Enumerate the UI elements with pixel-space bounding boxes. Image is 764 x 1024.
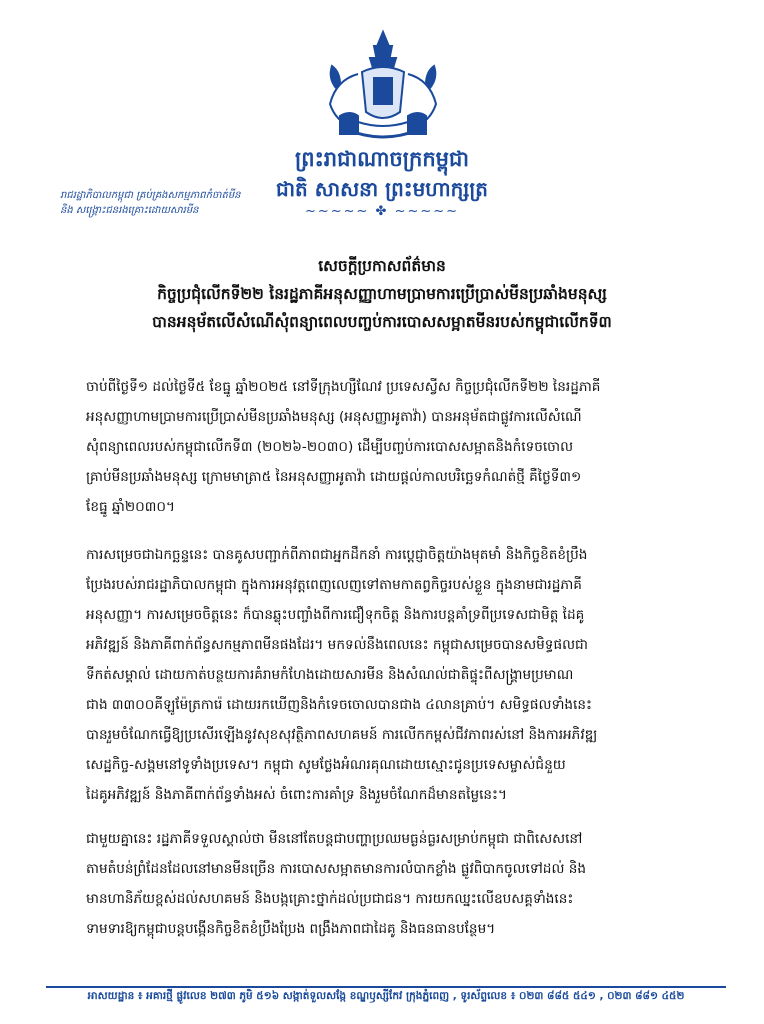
footer-address: អាសយដ្ឋាន ៖ អគារថ្មី ផ្លូវលេខ ២៧៣ ភូមិ ៥១៦ សង្កាត់ទួលសង្កែ ខណ្ឌឫស្សីកែវ ក្រុងភ្នំពេញ , ទូរស័ព្ទលេខ ៖ ០២៣ ៨៨៥ ៥៤១ , ០២៣ ៨៨១ ៤៥២ (87, 990, 685, 1002)
text-line: ទាមទារឱ្យកម្ពុជាបន្តបង្កើនកិច្ចខិតខំប្រឹងប្រែង ពង្រឹងភាពជាដៃគូ និងធនធានបន្ថែម។ (86, 921, 496, 937)
paragraph-1 (86, 372, 690, 522)
text-line: អនុសញ្ញា។ ការសម្រេចចិត្តនេះ ក៏បានឆ្លុះបញ្ចាំងពីការជឿទុកចិត្ត និងការបន្តគាំទ្រពីប្រទេសជាមិត្ត ដៃគូ (86, 607, 585, 623)
text-line: បានរួមចំណែកធ្វើឱ្យប្រសើរឡើងនូវសុខសុវត្ថិភាពសហគមន៍ ការលើកកម្ពស់ជីវភាពរស់នៅ និងការអភិវឌ្ឍ (86, 727, 598, 743)
ministry-line: និង សង្គ្រោះជនរងគ្រោះដោយសារមីន (60, 205, 199, 216)
press-release-subtitle: កិច្ចប្រជុំលើកទី២២ នៃរដ្ឋភាគីអនុសញ្ញាហាមប្រាមការប្រើប្រាស់មីនប្រឆាំងមនុស្ស (157, 285, 607, 303)
text-line: ទីកត់សម្គាល់ ដោយកាត់បន្ថយការគំរាមកំហែងដោយសារមីន និងសំណល់ជាតិផ្ទុះពីសង្គ្រាមប្រមាណ (86, 667, 574, 683)
national-motto: ជាតិ សាសនា ព្រះមហាក្សត្រ (276, 177, 488, 201)
kingdom-name: ព្រះរាជាណាចក្រកម្ពុជា (294, 147, 469, 171)
text-line: ប្រែងរបស់រាជរដ្ឋាភិបាលកម្ពុជា ក្នុងការអនុវត្តពេញលេញទៅតាមកាតព្វកិច្ចរបស់ខ្លួន ក្នុងនាមជារដ្ឋភាគី (86, 577, 582, 593)
text-line: ការសម្រេចជាឯកច្ឆន្ទនេះ បានគូសបញ្ជាក់ពីភាពជាអ្នកដឹកនាំ ការប្តេជ្ញាចិត្តយ៉ាងមុតមាំ និងកិច្ចខិតខំប្រឹង (86, 547, 588, 563)
text-line: មានហានិភ័យខ្ពស់ដល់សហគមន៍ និងបង្កគ្រោះថ្នាក់ដល់ប្រជាជន។ ការយកឈ្នះលើឧបសគ្គទាំងនេះ (86, 891, 574, 907)
text-line: សុំពន្យាពេលរបស់កម្ពុជាលើកទី៣ (២០២៦-២០៣០) ដើម្បីបញ្ចប់ការបោសសម្អាតនិងកំទេចចោល (86, 439, 574, 455)
paragraph-3 (86, 824, 690, 944)
text-line: ដៃគូអភិវឌ្ឍន៍ និងភាគីពាក់ព័ន្ធទាំងអស់ ចំពោះការគាំទ្រ និងរួមចំណែកដ៏មានតម្លៃនេះ។ (86, 787, 507, 803)
text-line: អភិវឌ្ឍន៍ និងភាគីពាក់ព័ន្ធសកម្មភាពមីនផងដែរ។ មកទល់នឹងពេលនេះ កម្ពុជាសម្រេចបានសមិទ្ធផលជា (86, 637, 588, 653)
text-line: តាមតំបន់ព្រំដែនដែលនៅមានមីនច្រើន ការបោសសម្អាតមានការលំបាកខ្លាំង ផ្លូវពិបាកចូលទៅដល់ និង (86, 861, 586, 877)
ornament-divider: ~~~~~ ✤ ~~~~~ (304, 204, 460, 219)
press-release-title: សេចក្តីប្រកាសព័ត៌មាន (318, 257, 446, 275)
text-line: អនុសញ្ញាហាមប្រាមការប្រើប្រាស់មីនប្រឆាំងមនុស្ស (អនុសញ្ញាអូតាវ៉ា) បានអនុម័តជាផ្លូវការលើសំណើ (86, 409, 582, 425)
text-line: សេដ្ឋកិច្ច-សង្គមនៅទូទាំងប្រទេស។ កម្ពុជា សូមថ្លែងអំណរគុណដោយស្មោះជូនប្រទេសម្ចាស់ជំនួយ (86, 757, 566, 773)
text-line: ជាង ៣៣០០គីឡូម៉ែត្រការ៉េ ដោយរកឃើញនិងកំទេចចោលបានជាង ៤លានគ្រាប់។ សមិទ្ធផលទាំងនេះ (86, 697, 592, 713)
press-release-subtitle: បានអនុម័តលើសំណើសុំពន្យាពេលបញ្ចប់ការបោសសម្អាតមីនរបស់កម្ពុជាលើកទី៣ (152, 313, 612, 331)
paragraph-2 (86, 540, 690, 810)
ministry-header (60, 188, 300, 218)
text-line: ចាប់ពីថ្ងៃទី១ ដល់ថ្ងៃទី៥ ខែធ្នូ ឆ្នាំ២០២៥ នៅទីក្រុងហ្សឺណែវ ប្រទេសស្វីស កិច្ចប្រជុំលើកទី២២ នៃរដ្ឋភាគី (86, 379, 601, 395)
text-line: គ្រាប់មីនប្រឆាំងមនុស្ស ក្រោមមាត្រា៥ នៃអនុសញ្ញាអូតាវ៉ា ដោយផ្តល់កាលបរិច្ឆេទកំណត់ថ្មី គឺថ្ងៃទី៣១ (86, 469, 582, 485)
ministry-line: រាជរដ្ឋាភិបាលកម្ពុជា គ្រប់គ្រងសកម្មភាពកំចាត់មីន (60, 190, 241, 201)
text-line: ជាមួយគ្នានេះ រដ្ឋភាគីទទួលស្គាល់ថា មីននៅតែបន្តជាបញ្ហាប្រឈមធ្ងន់ធ្ងរសម្រាប់កម្ពុជា ជាពិសេសនៅ (86, 831, 583, 847)
text-line: ខែធ្នូ ឆ្នាំ២០៣០។ (86, 499, 175, 515)
footer-divider (46, 986, 726, 988)
royal-coat-of-arms-icon (318, 26, 448, 144)
